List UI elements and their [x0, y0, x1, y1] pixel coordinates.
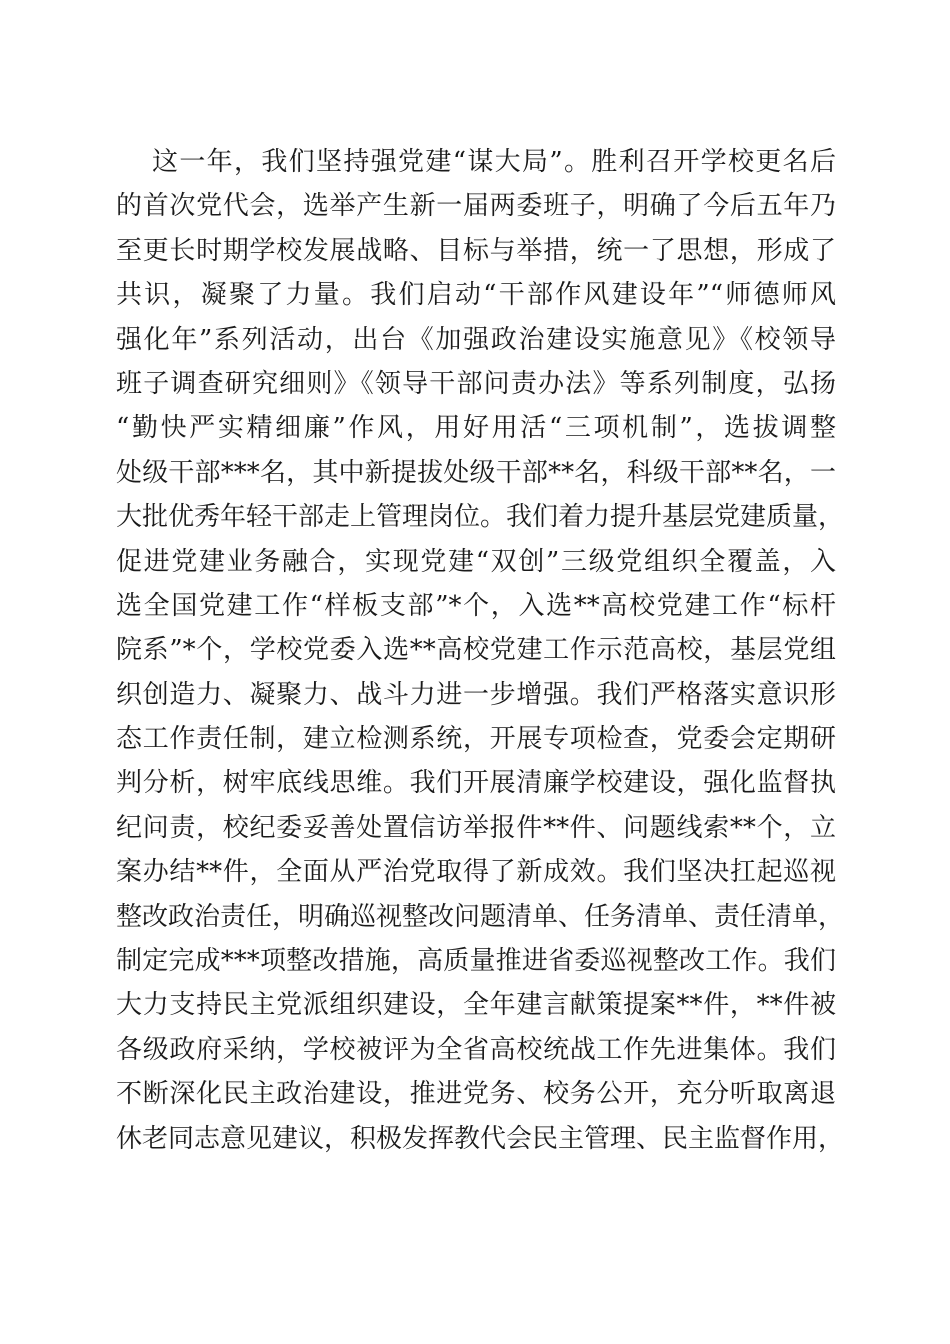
paragraph-line: 促进党建业务融合，实现党建“双创”三级党组织全覆盖，入: [116, 546, 836, 577]
paragraph-line: 态工作责任制，建立检测系统，开展专项检查，党委会定期研: [116, 724, 836, 755]
paragraph-line: 纪问责，校纪委妥善处置信访举报件**件、问题线索**个，立: [116, 812, 836, 843]
paragraph-line: 织创造力、凝聚力、战斗力进一步增强。我们严格落实意识形: [116, 679, 836, 710]
paragraph-line: 制定完成***项整改措施，高质量推进省委巡视整改工作。我们: [116, 946, 836, 977]
paragraph-line: “勤快严实精细廉”作风，用好用活“三项机制”，选拔调整: [116, 413, 836, 444]
paragraph-line: 大力支持民主党派组织建设，全年建言献策提案**件，**件被: [116, 990, 836, 1021]
paragraph-line: 这一年，我们坚持强党建“谋大局”。胜利召开学校更名后: [152, 147, 836, 177]
paragraph-line: 班子调查研究细则》《领导干部问责办法》等系列制度，弘扬: [116, 368, 836, 399]
paragraph-line: 判分析，树牢底线思维。我们开展清廉学校建设，强化监督执: [116, 768, 836, 799]
paragraph-line: 选全国党建工作“样板支部”*个，入选**高校党建工作“标杆: [116, 590, 836, 621]
paragraph-line: 各级政府采纳，学校被评为全省高校统战工作先进集体。我们: [116, 1034, 836, 1065]
paragraph-line: 的首次党代会，选举产生新一届两委班子，明确了今后五年乃: [116, 191, 836, 222]
paragraph-line: 案办结**件，全面从严治党取得了新成效。我们坚决扛起巡视: [116, 857, 836, 888]
paragraph-line: 处级干部***名，其中新提拔处级干部**名，科级干部**名，一: [116, 457, 836, 488]
paragraph-line: 院系”*个，学校党委入选**高校党建工作示范高校，基层党组: [116, 635, 836, 666]
paragraph-line: 休老同志意见建议，积极发挥教代会民主管理、民主监督作用，: [116, 1123, 845, 1154]
body-paragraph: [116, 140, 845, 1161]
paragraph-line: 不断深化民主政治建设，推进党务、校务公开，充分听取离退: [116, 1079, 836, 1110]
paragraph-line: 大批优秀年轻干部走上管理岗位。我们着力提升基层党建质量，: [116, 502, 845, 533]
paragraph-line: 共识，凝聚了力量。我们启动“干部作风建设年”“师德师风: [116, 280, 836, 311]
paragraph-line: 整改政治责任，明确巡视整改问题清单、任务清单、责任清单，: [116, 901, 845, 932]
paragraph-line: 至更长时期学校发展战略、目标与举措，统一了思想，形成了: [116, 235, 836, 266]
paragraph-line: 强化年”系列活动，出台《加强政治建设实施意见》《校领导: [116, 324, 836, 355]
